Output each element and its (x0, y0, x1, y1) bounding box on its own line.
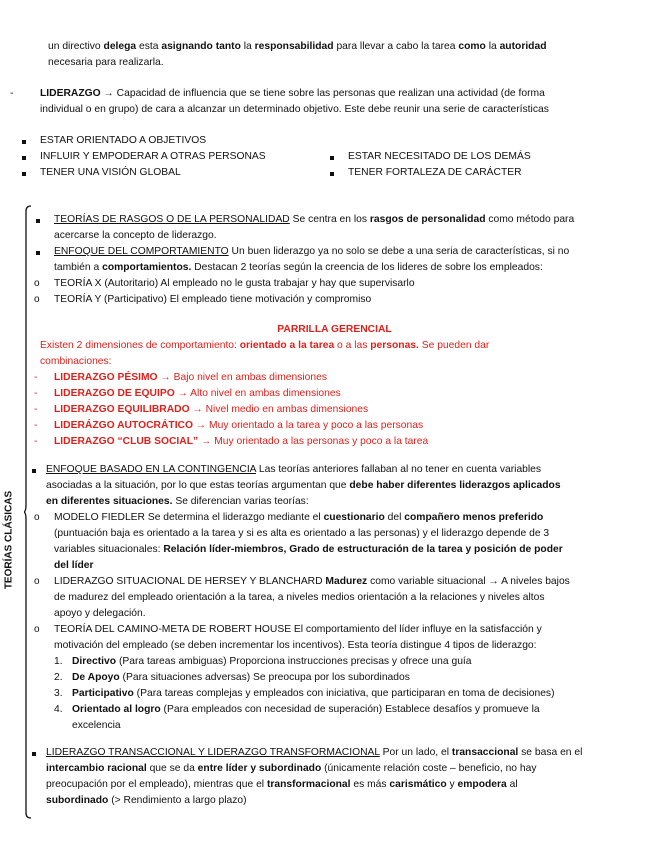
circle-bullet-icon: o (34, 278, 40, 289)
fiedler-line-3: variables situacionales: Relación líder-miembros, Grado de estructuración de la tarea y posición de poder (54, 544, 563, 555)
house-item-continuation: excelencia (72, 720, 121, 731)
transaccional-line-3: preocupación por el empleado), mientras que el transformacional es más carismático y empodera al (46, 779, 518, 790)
circle-bullet-icon: o (34, 576, 40, 587)
parrilla-item: LIDERAZGO PÉSIMO → Bajo nivel en ambas dimensiones (54, 372, 327, 383)
transaccional-line-2: intercambio racional que se da entre líder y subordinado (únicamente relación coste – beneficio, no hay (46, 763, 537, 774)
parrilla-intro-line-1: Existen 2 dimensiones de comportamiento: orientado a la tarea o a las personas. Se pueden dar (40, 340, 490, 351)
intro-line-2: necesaria para realizarla. (48, 57, 164, 68)
fiedler-line-4: del líder (54, 560, 94, 571)
fiedler-line-1: MODELO FIEDLER Se determina el liderazgo mediante el cuestionario del compañero menos preferido (54, 512, 544, 523)
square-bullet-icon (22, 172, 26, 176)
left-brace (24, 205, 32, 819)
contingencia-line-2: asociadas a la situación, por lo que estas teorías argumentan que debe haber diferentes liderazgos aplicados (46, 480, 561, 491)
parrilla-item: LIDERAZGO EQUILIBRADO → Nivel medio en ambas dimensiones (54, 404, 369, 415)
trait-item: INFLUIR Y EMPODERAR A OTRAS PERSONAS (40, 151, 266, 162)
square-bullet-icon (330, 172, 334, 176)
parrilla-title: PARRILLA GERENCIAL (277, 324, 392, 335)
house-item-number: 1. (54, 656, 63, 667)
parrilla-item: LIDERAZGO “CLUB SOCIAL” → Muy orientado a las personas y poco a la tarea (54, 436, 429, 447)
house-item: Participativo (Para tareas complejas y empleados con iniciativa, que participaran en toma de decisiones) (72, 688, 555, 699)
trait-item: TENER FORTALEZA DE CARÁCTER (348, 167, 522, 178)
parrilla-item: LIDERÁZGO AUTOCRÁTICO → Muy orientado a la tarea y poco a las personas (54, 420, 424, 431)
fiedler-line-2: (puntuación baja es orientado a la tarea y si es alta es orientado a las personas) y el liderazgo depende de 3 (54, 528, 550, 539)
square-bullet-icon (32, 752, 36, 756)
house-item-number: 4. (54, 704, 63, 715)
circle-bullet-icon: o (34, 294, 40, 305)
red-dash-bullet: - (34, 372, 38, 383)
transaccional-line-4: subordinado (> Rendimiento a largo plazo) (46, 795, 247, 806)
contingencia-line-1: ENFOQUE BASADO EN LA CONTINGENCIA Las teorías anteriores fallaban al no tener en cuenta variables (46, 464, 542, 475)
house-item: De Apoyo (Para situaciones adversas) Se preocupa por los subordinados (72, 672, 410, 683)
house-item-number: 3. (54, 688, 63, 699)
house-item: Directivo (Para tareas ambiguas) Proporciona instrucciones precisas y ofrece una guía (72, 656, 472, 667)
trait-item: ESTAR ORIENTADO A OBJETIVOS (40, 135, 207, 146)
red-dash-bullet: - (34, 420, 38, 431)
theory-item: TEORÍA X (Autoritario) Al empleado no le gusta trabajar y hay que supervisarlo (54, 278, 415, 289)
side-label: TEORÍAS CLÁSICAS (3, 490, 15, 590)
house-item: Orientado al logro (Para empleados con necesidad de superación) Establece desafíos y promueve la (72, 704, 540, 715)
contingencia-line-3: en diferentes situaciones. Se diferencian varias teorías: (46, 496, 309, 507)
intro-line-1: un directivo delega esta asignando tanto la responsabilidad para llevar a cabo la tarea como la autoridad (48, 41, 547, 52)
square-bullet-icon (22, 140, 26, 144)
trait-item: TENER UNA VISIÓN GLOBAL (40, 167, 181, 178)
square-bullet-icon (22, 156, 26, 160)
dash-bullet: - (10, 88, 14, 99)
red-dash-bullet: - (34, 436, 38, 447)
trait-item: ESTAR NECESITADO DE LOS DEMÁS (348, 151, 531, 162)
hersey-line-3: apoyo y delegación. (54, 608, 146, 619)
hersey-line-2: de madurez del empleado orientación a la tarea, a niveles medios orientación a la relaciones y niveles altos (54, 592, 545, 603)
house-line-1: TEORÍA DEL CAMINO-META DE ROBERT HOUSE El comportamiento del líder influye en la satisfacción y (54, 624, 542, 635)
comportamiento-line-2: también a comportamientos. Destacan 2 teorías según la creencia de los lideres de sobre los empleados: (54, 262, 543, 273)
theory-item: TEORÍA Y (Participativo) El empleado tiene motivación y compromiso (54, 294, 372, 305)
red-dash-bullet: - (34, 404, 38, 415)
liderazgo-definition-line-1: LIDERAZGO → Capacidad de influencia que se tiene sobre las personas que realizan una actividad (de forma (40, 88, 545, 99)
circle-bullet-icon: o (34, 624, 40, 635)
square-bullet-icon (330, 156, 334, 160)
liderazgo-definition-line-2: individual o en grupo) de cara a alcanzar un determinado objetivo. Este debe reunir una serie de características (40, 104, 549, 115)
square-bullet-icon (36, 251, 40, 255)
comportamiento-line-1: ENFOQUE DEL COMPORTAMIENTO Un buen liderazgo ya no solo se debe a una seria de características, si no (54, 246, 570, 257)
square-bullet-icon (36, 219, 40, 223)
house-line-2: motivación del empleado (se deben incrementar los incentivos). Esta teoría distingue 4 tipos de liderazgo: (54, 640, 537, 651)
parrilla-intro-line-2: combinaciones: (40, 356, 112, 367)
red-dash-bullet: - (34, 388, 38, 399)
transaccional-line-1: LIDERAZGO TRANSACCIONAL Y LIDERAZGO TRANSFORMACIONAL Por un lado, el transaccional se basa en el (46, 747, 583, 758)
parrilla-item: LIDERAZGO DE EQUIPO → Alto nivel en ambas dimensiones (54, 388, 341, 399)
hersey-line-1: LIDERAZGO SITUACIONAL DE HERSEY Y BLANCHARD Madurez como variable situacional → A niveles bajos (54, 576, 570, 587)
circle-bullet-icon: o (34, 512, 40, 523)
rasgos-line-2: acercarse la concepto de liderazgo. (54, 230, 217, 241)
rasgos-line-1: TEORÍAS DE RASGOS O DE LA PERSONALIDAD Se centra en los rasgos de personalidad como método para (54, 214, 575, 225)
house-item-number: 2. (54, 672, 63, 683)
square-bullet-icon (32, 469, 36, 473)
